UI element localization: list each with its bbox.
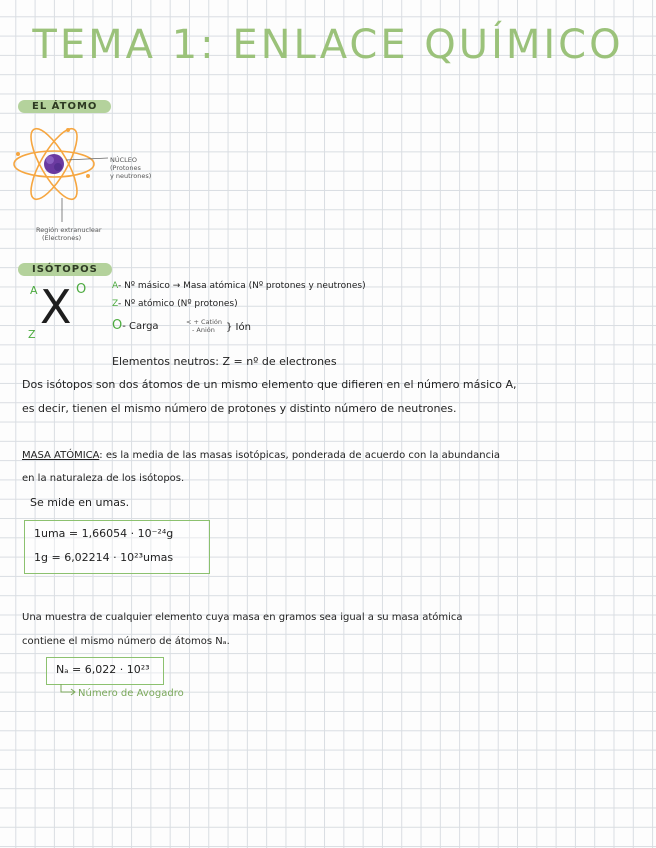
- isotope-definition-1: Dos isótopos son dos átomos de un mismo elemento que difieren en el número másico A,: [22, 378, 517, 391]
- charge-types: < + Catión - Anión: [186, 318, 223, 334]
- uma-equation: 1uma = 1,66054 · 10⁻²⁴g: [34, 527, 174, 540]
- cloud-label: Región extranuclear (Electrones): [36, 226, 102, 242]
- isotope-symbol-a: A: [30, 284, 38, 297]
- atomic-mass-line-3: Se mide en umas.: [30, 496, 130, 509]
- ion-label: } Ión: [226, 322, 251, 333]
- section-heading-isotopos: ISÓTOPOS: [18, 263, 112, 276]
- nucleus-label: NÚCLEO (Protones y neutrones): [110, 156, 152, 180]
- isotope-definition-2: es decir, tienen el mismo número de protones y distinto número de neutrones.: [22, 402, 457, 415]
- isotope-line-charge: O- Carga: [112, 318, 159, 333]
- neutral-elements: Elementos neutros: Z = nº de electrones: [112, 355, 337, 368]
- section-heading-atomo: EL ÁTOMO: [18, 100, 111, 113]
- isotope-line-z: Z- Nº atómico (Nº protones): [112, 299, 238, 309]
- avogadro-text-2: contiene el mismo número de átomos Nₐ.: [22, 636, 230, 647]
- arrow-icon: [58, 684, 78, 698]
- avogadro-text-1: Una muestra de cualquier elemento cuya masa en gramos sea igual a su masa atómica: [22, 612, 463, 623]
- page-title: TEMA 1: ENLACE QUÍMICO: [32, 22, 624, 68]
- isotope-symbol-x: X: [40, 280, 72, 334]
- atomic-mass-line-1: MASA ATÓMICA: es la media de las masas isotópicas, ponderada de acuerdo con la abundancia: [22, 450, 500, 461]
- isotope-symbol-z: Z: [28, 328, 36, 341]
- atom-diagram: [8, 126, 128, 236]
- isotope-line-a: A- Nº másico → Masa atómica (Nº protones y neutrones): [112, 281, 366, 291]
- avogadro-label: Número de Avogadro: [78, 688, 184, 699]
- gram-equation: 1g = 6,02214 · 10²³umas: [34, 551, 174, 564]
- atomic-mass-line-2: en la naturaleza de los isótopos.: [22, 473, 185, 484]
- isotope-symbol-o: O: [76, 282, 87, 297]
- avogadro-equation: Nₐ = 6,022 · 10²³: [56, 663, 150, 676]
